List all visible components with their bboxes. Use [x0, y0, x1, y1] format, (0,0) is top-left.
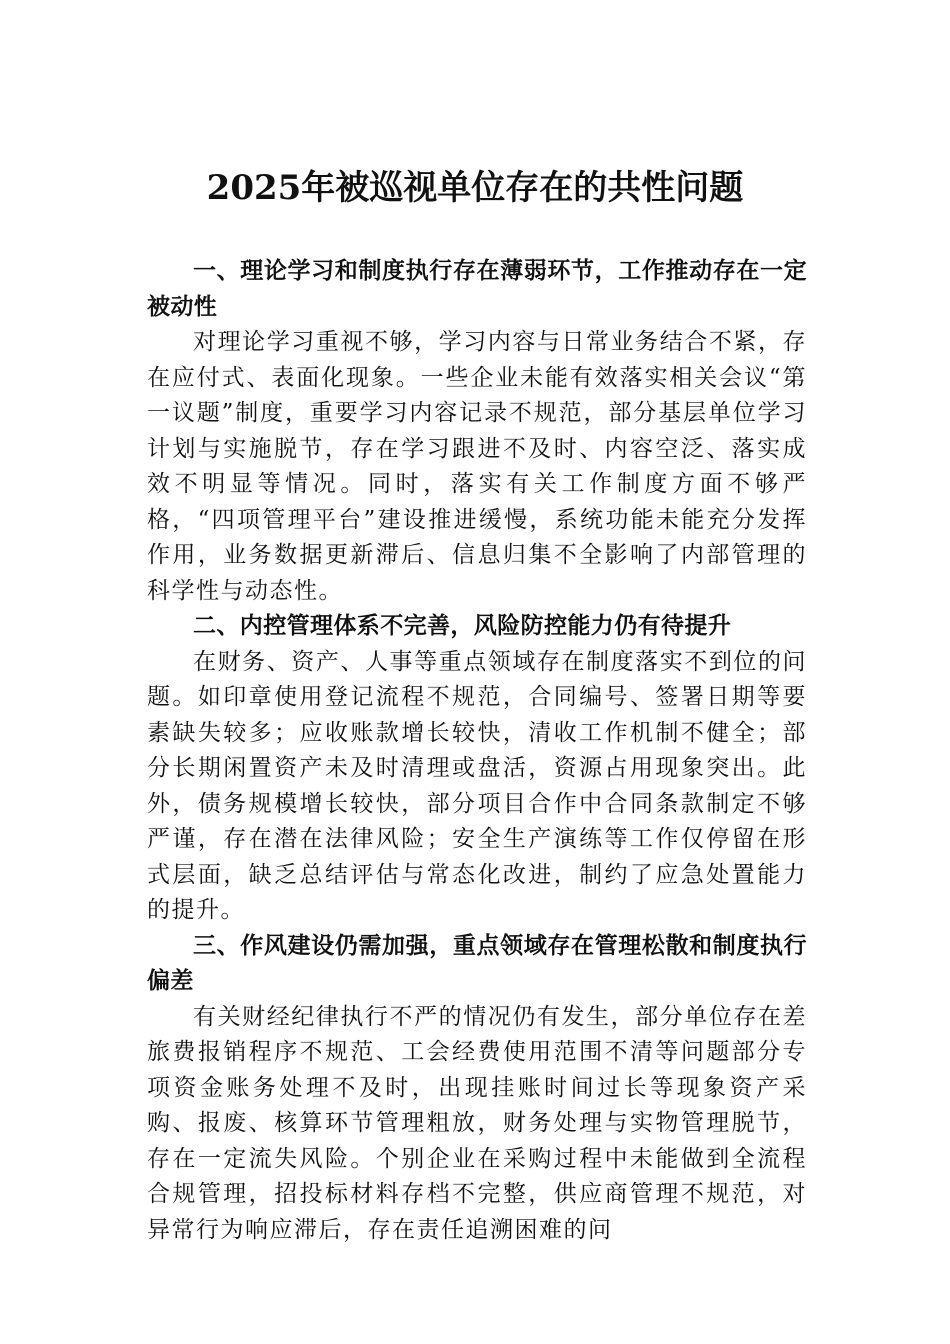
section-heading-2: 二、内控管理体系不完善，风险防控能力仍有待提升	[193, 613, 732, 639]
section-paragraph-1: 对理论学习重视不够，学习内容与日常业务结合不紧，存在应付式、表面化现象。一些企业未能有效落实相关会议“第一议题”制度，重要学习内容记录不规范，部分基层单位学习计划与实施脱节，存在学习跟进不及时、内容空泛、落实成效不明显等情况。同时，落实有关工作制度方面不够严格，“四项管理平台”建设推进缓慢，系统功能未能充分发挥作用，业务数据更新滞后、信息归集不全影响了内部管理的科学性与动态性。	[147, 329, 807, 604]
section-heading-3: 三、作风建设仍需加强，重点领域存在管理松散和制度执行偏差	[147, 932, 807, 994]
section-paragraph-3: 有关财经纪律执行不严的情况仍有发生，部分单位存在差旅费报销程序不规范、工会经费使用范围不清等问题部分专项资金账务处理不及时，出现挂账时间过长等现象资产采购、报废、核算环节管理粗放，财务处理与实物管理脱节，存在一定流失风险。个别企业在采购过程中未能做到全流程合规管理，招投标材料存档不完整，供应商管理不规范，对异常行为响应滞后，存在责任追溯困难的问	[147, 1003, 807, 1243]
document-title: 2025年被巡视单位存在的共性问题	[206, 168, 744, 208]
document-body	[147, 254, 807, 1248]
section-heading-1: 一、理论学习和制度执行存在薄弱环节，工作推动存在一定被动性	[147, 258, 807, 320]
section-paragraph-2: 在财务、资产、人事等重点领域存在制度落实不到位的问题。如印章使用登记流程不规范，合同编号、签署日期等要素缺失较多；应收账款增长较快，清收工作机制不健全；部分长期闲置资产未及时清理或盘活，资源占用现象突出。此外，债务规模增长较快，部分项目合作中合同条款制定不够严谨，存在潜在法律风险；安全生产演练等工作仅停留在形式层面，缺乏总结评估与常态化改进，制约了应急处置能力的提升。	[147, 648, 807, 923]
